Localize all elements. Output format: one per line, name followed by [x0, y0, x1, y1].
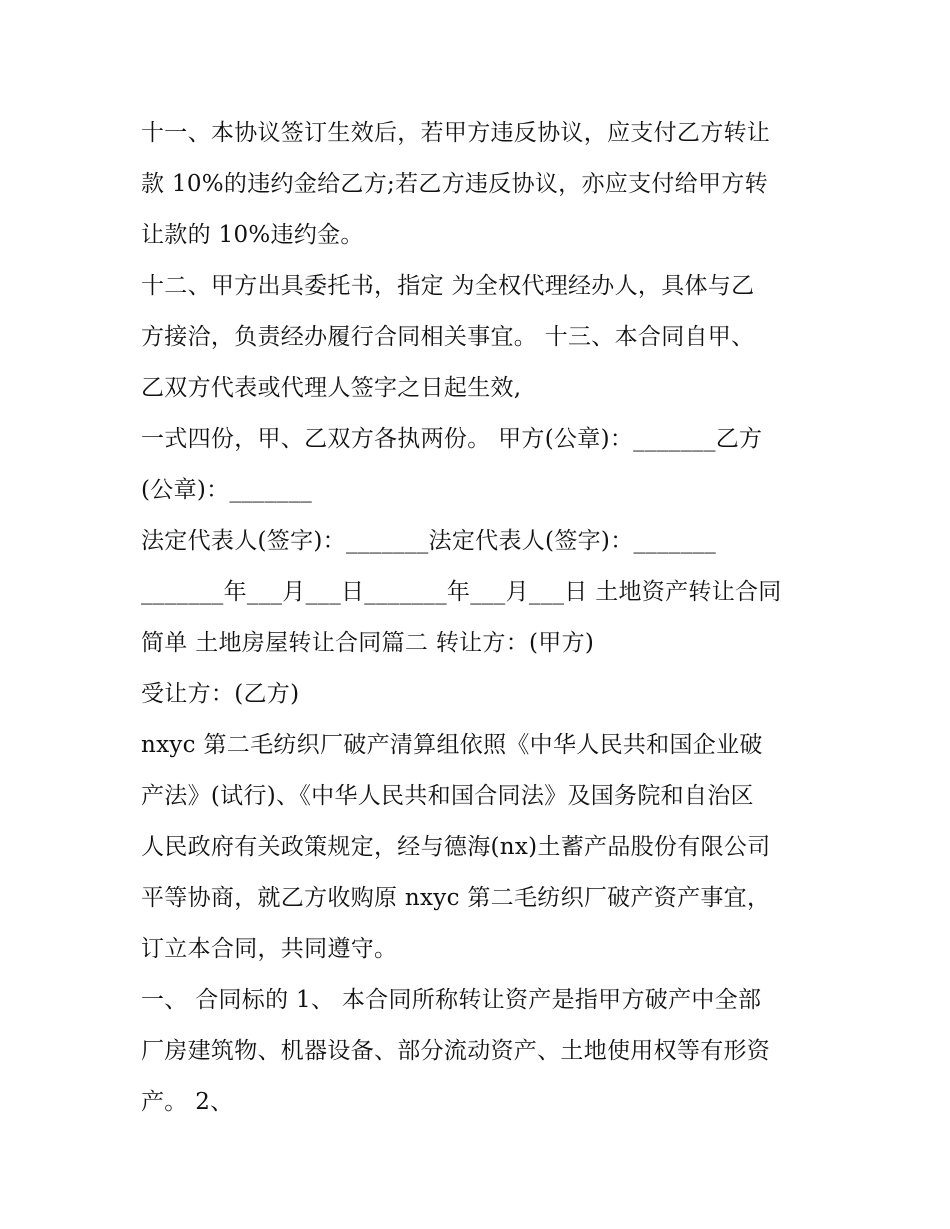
document-body — [141, 108, 821, 1128]
text-line: 订立本合同，共同遵守。 — [141, 936, 398, 962]
text-line: 让款的 10%违约金。 — [141, 222, 364, 248]
text-line: _______年___月___日_______年___月___日 土地资产转让合同 — [141, 579, 782, 605]
text-line: 十一、本协议签订生效后，若甲方违反协议，应支付乙方转让 — [141, 120, 771, 146]
text-line: 厂房建筑物、机器设备、部分流动资产、土地使用权等有形资 — [141, 1038, 771, 1064]
text-line: 款 10%的违约金给乙方;若乙方违反协议，亦应支付给甲方转 — [141, 171, 768, 197]
text-line: 平等协商，就乙方收购原 nxyc 第二毛纺织厂破产资产事宜， — [141, 885, 771, 911]
text-line: 人民政府有关政策规定，经与德海(nx)土蓄产品股份有限公司 — [141, 834, 771, 860]
text-line: 产法》(试行)、《中华人民共和国合同法》及国务院和自治区 — [141, 783, 754, 809]
text-line: 方接洽，负责经办履行合同相关事宜。 十三、本合同自甲、 — [141, 324, 755, 350]
text-line: 法定代表人(签字)：_______法定代表人(签字)：_______ — [141, 528, 717, 554]
text-line: 十二、甲方出具委托书，指定 为全权代理经办人，具体与乙 — [141, 273, 755, 299]
text-line: 一、 合同标的 1、 本合同所称转让资产是指甲方破产中全部 — [141, 987, 762, 1013]
text-line: nxyc 第二毛纺织厂破产清算组依照《中华人民共和国企业破 — [141, 732, 763, 758]
text-line: 乙双方代表或代理人签字之日起生效, — [141, 375, 522, 401]
text-line: 产。 2、 — [141, 1089, 234, 1115]
text-line: 简单 土地房屋转让合同篇二 转让方：(甲方) — [141, 630, 595, 656]
text-line: (公章)：_______ — [141, 477, 313, 503]
text-line: 一式四份，甲、乙双方各执两份。 甲方(公章)：_______乙方 — [141, 426, 763, 452]
text-line: 受让方：(乙方) — [141, 681, 300, 707]
